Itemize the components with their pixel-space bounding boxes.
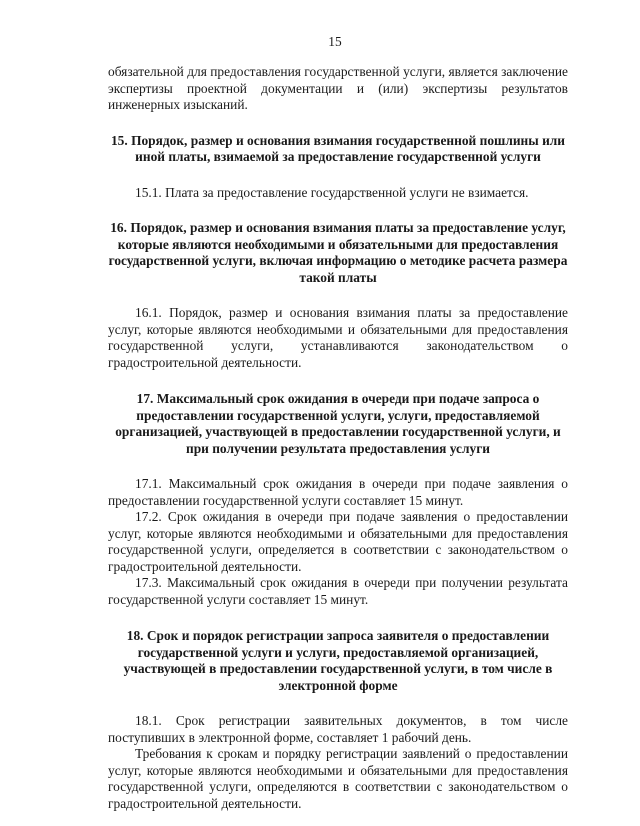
section-15-heading: 15. Порядок, размер и основания взимания государственной пошлины или иной платы, взимаемой за предоставление государственной услуги xyxy=(110,132,566,164)
paragraph-18-requirements: Требования к срокам и порядку регистрации заявлений о предоставлении услуг, которые являются необходимыми и обязательными для предоставления государственной услуги, определяются в соответствии с законодательством о градостроительной деятельности. xyxy=(108,746,568,811)
paragraph-18-1: 18.1. Срок регистрации заявительных документов, в том числе поступивших в электронной форме, составляет 1 рабочий день. xyxy=(108,713,568,745)
paragraph-17-2: 17.2. Срок ожидания в очереди при подаче заявления о предоставлении услуг, которые являются необходимыми и обязательными для предоставления государственной услуги, определяется в соответствии с законодательством о градостроительной деятельности. xyxy=(108,509,568,574)
section-17-heading: 17. Максимальный срок ожидания в очереди при подаче запроса о предоставлении государственной услуги, услуги, предоставляемой организацией, участвующей в предоставлении государственной услуги, и при получении результата предоставления услуги xyxy=(115,391,561,456)
paragraph-17-1: 17.1. Максимальный срок ожидания в очереди при подаче заявления о предоставлении государственной услуги составляет 15 минут. xyxy=(108,476,568,508)
document-body xyxy=(108,64,568,812)
paragraph-15-1: 15.1. Плата за предоставление государственной услуги не взимается. xyxy=(135,184,529,200)
section-18-heading: 18. Срок и порядок регистрации запроса заявителя о предоставлении государственной услуги и услуги, предоставляемой организацией, участвующей в предоставлении государственной услуги, в том числе в электронной форме xyxy=(123,628,553,693)
paragraph-17-3: 17.3. Максимальный срок ожидания в очереди при получении результата государственной услуги составляет 15 минут. xyxy=(108,575,568,607)
page-number: 15 xyxy=(328,34,342,49)
section-16-heading: 16. Порядок, размер и основания взимания платы за предоставление услуг, которые являются необходимыми и обязательными для предоставления государственной услуги, включая информацию о методике расчета размера такой платы xyxy=(108,220,568,285)
paragraph-16-1: 16.1. Порядок, размер и основания взимания платы за предоставление услуг, которые являются необходимыми и обязательными для предоставления государственной услуги, устанавливаются законодательством о градостроительной деятельности. xyxy=(108,305,568,370)
continuation-paragraph: обязательной для предоставления государственной услуги, является заключение экспертизы проектной документации и (или) экспертизы результатов инженерных изысканий. xyxy=(108,64,568,112)
